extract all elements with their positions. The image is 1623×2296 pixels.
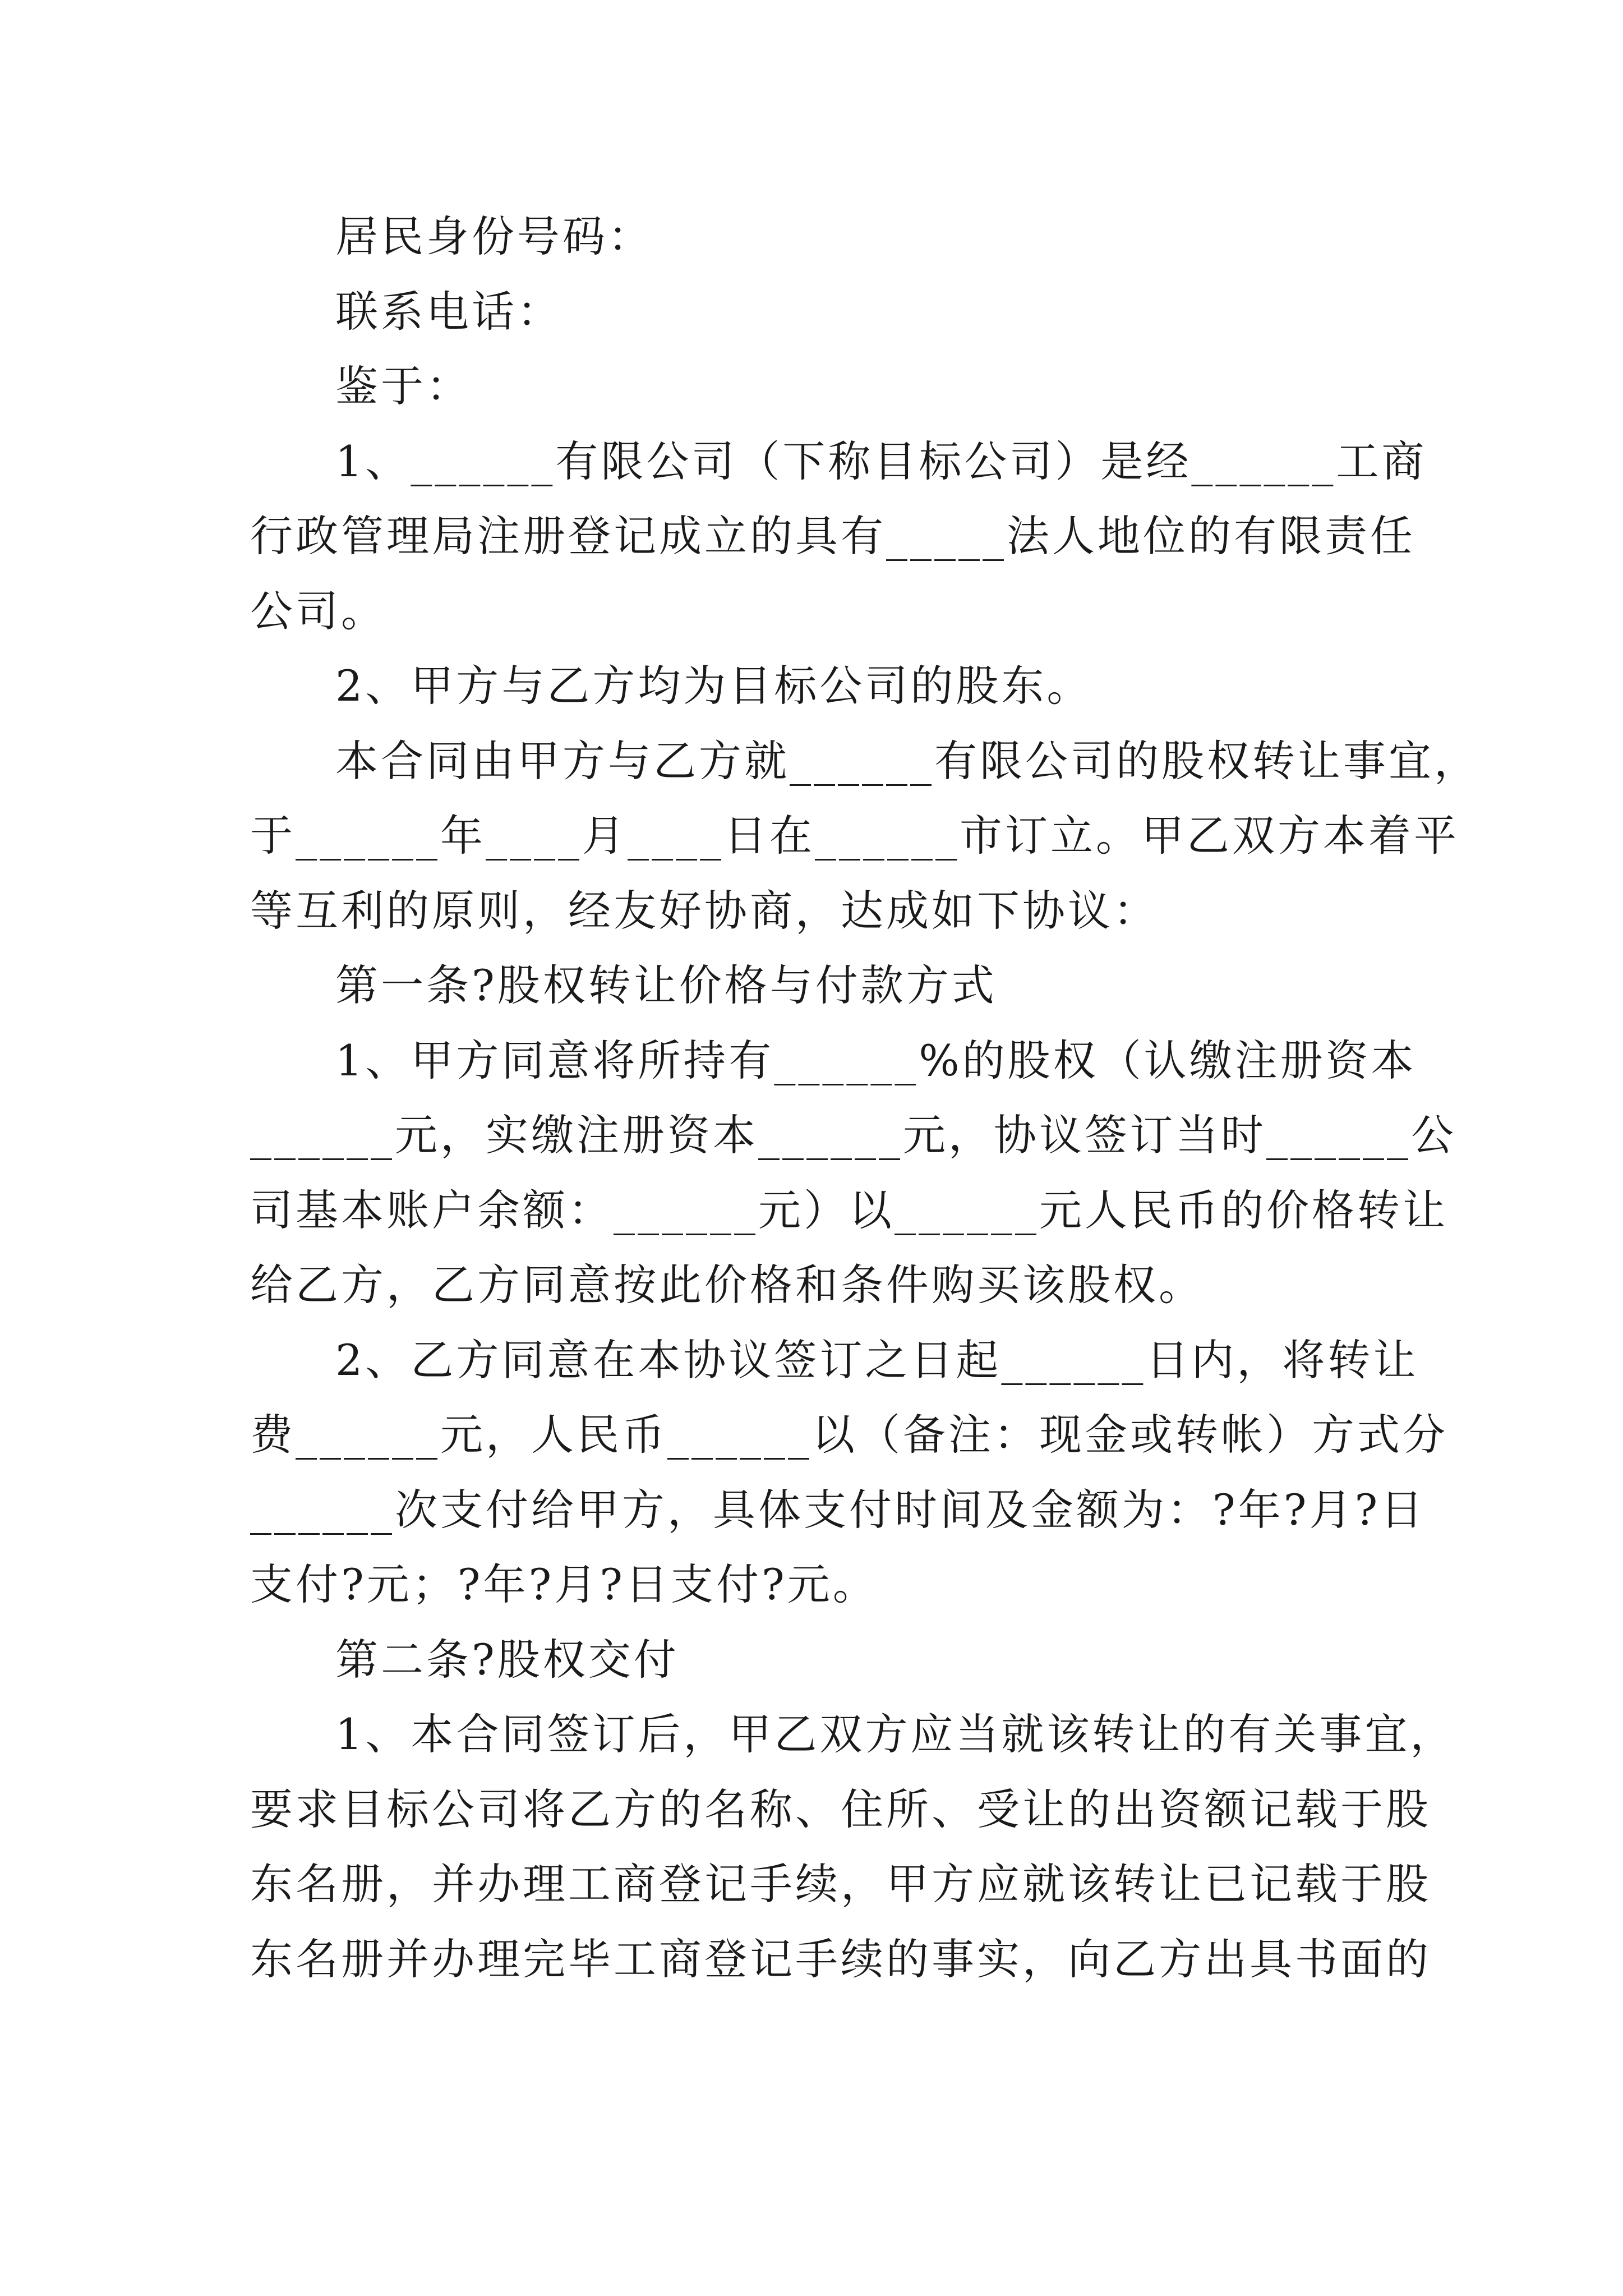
paragraph-line: ______次支付给甲方，具体支付时间及金额为：?年?月?日 [250, 1484, 1426, 1535]
paragraph-line: 支付?元；?年?月?日支付?元。 [250, 1559, 878, 1609]
article-heading: 第二条?股权交付 [335, 1634, 679, 1685]
paragraph-line: 等互利的原则，经友好协商，达成如下协议： [250, 885, 1159, 936]
paragraph-line: 东名册并办理完毕工商登记手续的事实，向乙方出具书面的 [250, 1934, 1431, 1984]
paragraph-line: 东名册，并办理工商登记手续，甲方应就该转让已记载于股 [250, 1859, 1431, 1909]
paragraph-line: 2、乙方同意在本协议签订之日起______日内，将转让 [335, 1335, 1419, 1385]
paragraph-line: 给乙方，乙方同意按此价格和条件购买该股权。 [250, 1260, 1204, 1310]
article-heading: 第一条?股权转让价格与付款方式 [335, 960, 997, 1010]
paragraph-line: 1、本合同签订后，甲乙双方应当就该转让的有关事宜， [335, 1709, 1456, 1759]
paragraph-line: 行政管理局注册登记成立的具有_____法人地位的有限责任 [250, 511, 1415, 561]
paragraph-line: 于______年____月____日在______市订立。甲乙双方本着平 [250, 811, 1459, 861]
paragraph-line: 费______元，人民币______以（备注：现金或转帐）方式分 [250, 1410, 1448, 1460]
document-page [250, 199, 1479, 1996]
phone-line: 联系电话： [335, 286, 562, 337]
paragraph-line: 要求目标公司将乙方的名称、住所、受让的出资额记载于股 [250, 1784, 1431, 1834]
paragraph-line: 本合同由甲方与乙方就______有限公司的股权转让事宜， [335, 735, 1479, 786]
paragraph-line: 1、甲方同意将所持有______%的股权（认缴注册资本 [335, 1035, 1417, 1085]
paragraph-line: 公司。 [250, 586, 386, 636]
paragraph-line: 司基本账户余额：______元）以______元人民币的价格转让 [250, 1185, 1448, 1235]
paragraph-line: ______元，实缴注册资本______元，协议签订当时______公 [250, 1110, 1456, 1160]
paragraph-line: 1、______有限公司（下称目标公司）是经______工商 [335, 436, 1427, 486]
id-number-line: 居民身份号码： [335, 211, 653, 261]
whereas-heading: 鉴于： [335, 361, 472, 411]
paragraph-line: 2、甲方与乙方均为目标公司的股东。 [335, 661, 1092, 711]
